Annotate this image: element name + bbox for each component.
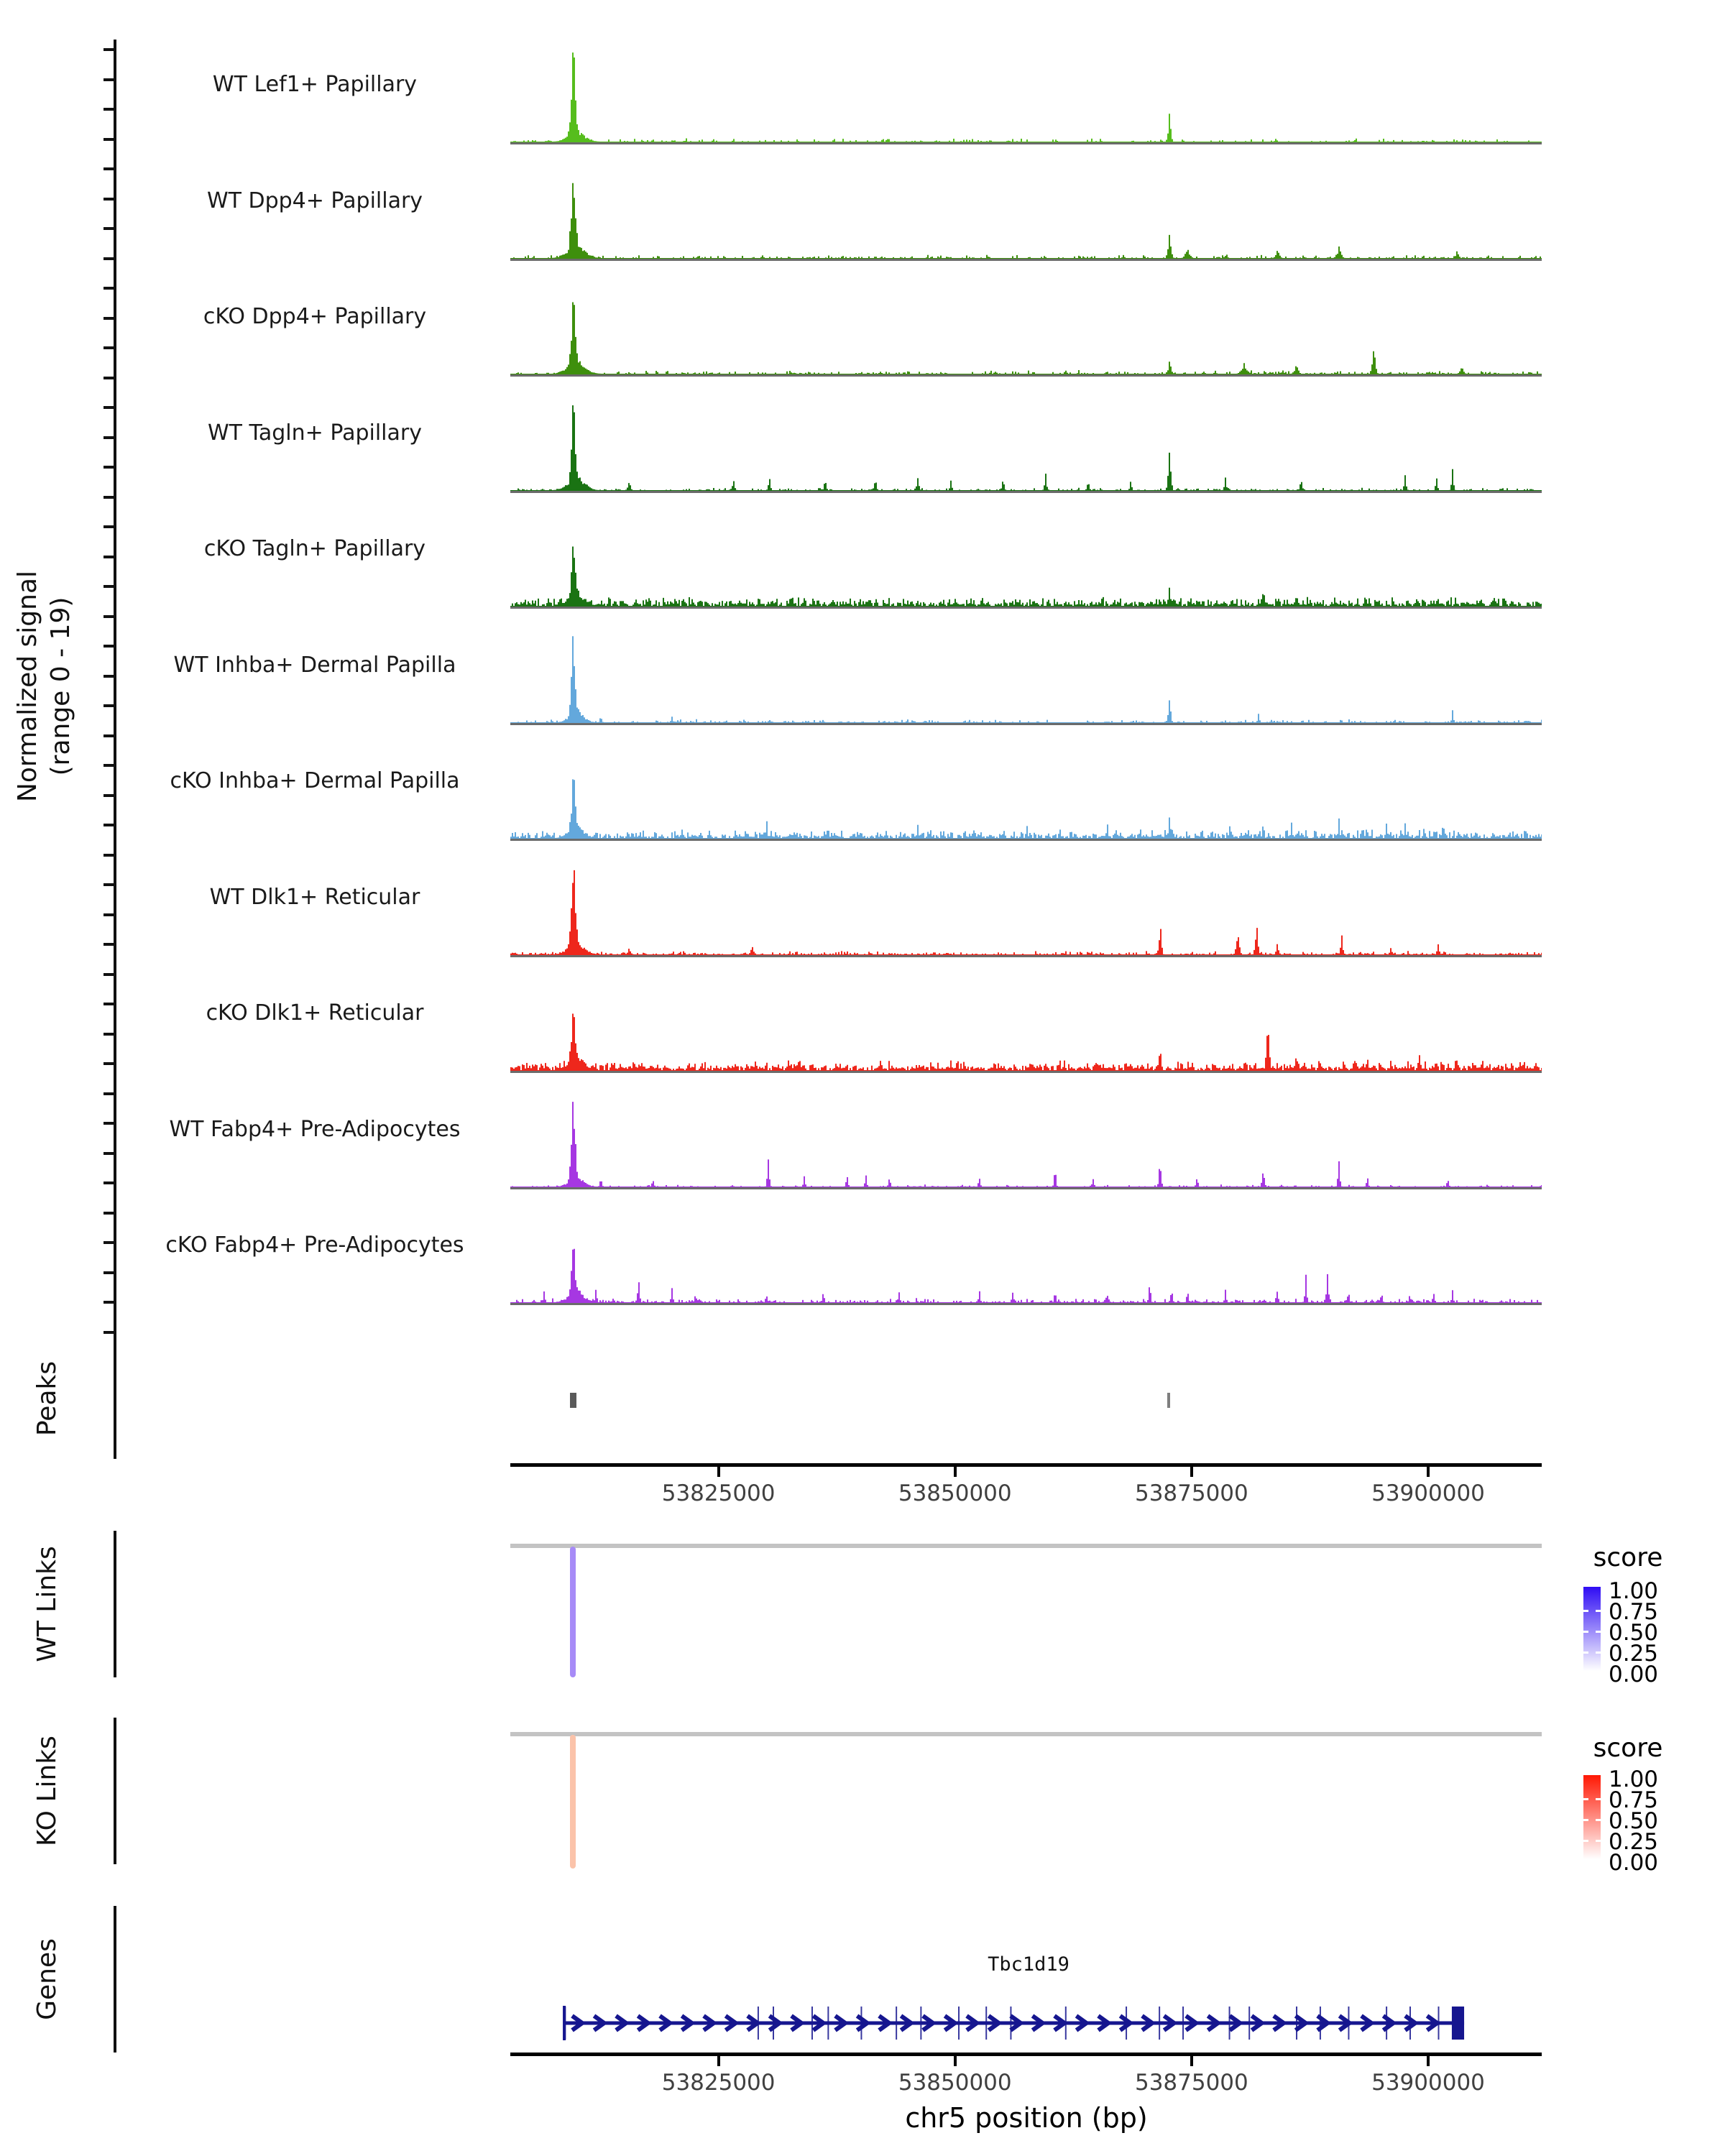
wt-links-section-title: WT Links bbox=[32, 1546, 62, 1662]
track-signal bbox=[510, 494, 1542, 608]
coverage-axis-line bbox=[114, 40, 116, 1353]
coverage-axis-tick bbox=[104, 645, 114, 648]
axis-tick-label: 53900000 bbox=[1371, 1480, 1485, 1506]
gene-name-label: Tbc1d19 bbox=[988, 1953, 1070, 1976]
track-baseline bbox=[510, 723, 1542, 725]
axis-tick-label: 53850000 bbox=[898, 2070, 1012, 2096]
peaks-section-title: Peaks bbox=[32, 1360, 62, 1437]
score-legend-value: 1.00 bbox=[1609, 1578, 1659, 1604]
score-legend-value: 0.00 bbox=[1609, 1850, 1659, 1876]
track-signal bbox=[510, 727, 1542, 840]
track-signal bbox=[510, 611, 1542, 724]
track-label: WT Fabp4+ Pre-Adipocytes bbox=[169, 1116, 461, 1142]
ko-links-baseline bbox=[510, 1732, 1542, 1736]
axis-tick-label: 53875000 bbox=[1134, 2070, 1248, 2096]
track-signal bbox=[510, 30, 1542, 144]
score-legend-tick bbox=[1583, 1840, 1588, 1842]
wt-score-legend-gradient bbox=[1583, 1587, 1601, 1671]
track-baseline bbox=[510, 491, 1542, 493]
coverage-axis-tick bbox=[104, 1092, 114, 1095]
axis-tick-label: 53875000 bbox=[1134, 1480, 1248, 1506]
gene-model bbox=[510, 1984, 1542, 2063]
x-axis-title: chr5 position (bp) bbox=[905, 2102, 1148, 2134]
peak-interval bbox=[570, 1393, 576, 1408]
coverage-axis-tick bbox=[104, 1152, 114, 1155]
axis-line bbox=[510, 1463, 1542, 1467]
track-label: cKO Fabp4+ Pre-Adipocytes bbox=[165, 1233, 464, 1258]
track-label: WT Dpp4+ Papillary bbox=[206, 188, 423, 213]
track-baseline bbox=[510, 1303, 1542, 1305]
track-label: WT Dlk1+ Reticular bbox=[209, 884, 420, 910]
coverage-axis-tick bbox=[104, 615, 114, 618]
track-signal bbox=[510, 843, 1542, 957]
coverage-axis-tick bbox=[104, 1181, 114, 1184]
genes-section-title: Genes bbox=[32, 1938, 62, 2020]
coverage-axis-tick bbox=[104, 406, 114, 409]
track-baseline bbox=[510, 1071, 1542, 1073]
coverage-axis-tick bbox=[104, 466, 114, 469]
coverage-axis-tick bbox=[104, 734, 114, 737]
ko-score-legend-gradient bbox=[1583, 1775, 1601, 1859]
ko-link-line bbox=[570, 1735, 576, 1869]
track-label: WT Tagln+ Papillary bbox=[208, 420, 422, 446]
track-baseline bbox=[510, 839, 1542, 841]
score-legend-value: 0.50 bbox=[1609, 1620, 1659, 1646]
axis-tick-label: 53825000 bbox=[661, 2070, 776, 2096]
genes-bracket bbox=[114, 1906, 116, 2053]
coverage-axis-tick bbox=[104, 525, 114, 528]
track-signal bbox=[510, 1191, 1542, 1304]
axis-tick-label: 53850000 bbox=[898, 1480, 1012, 1506]
track-label: cKO Dpp4+ Papillary bbox=[203, 304, 427, 329]
coverage-axis-tick bbox=[104, 138, 114, 141]
peaks-bracket bbox=[114, 1338, 116, 1459]
axis-tick-mark bbox=[954, 2056, 957, 2066]
score-legend-tick bbox=[1583, 1651, 1588, 1654]
wt-link-line bbox=[570, 1547, 576, 1677]
score-legend-value: 0.50 bbox=[1609, 1808, 1659, 1834]
coverage-axis-tick bbox=[104, 913, 114, 916]
coverage-axis-tick bbox=[104, 227, 114, 230]
axis-tick-mark bbox=[1190, 2056, 1193, 2066]
wt-links-bracket bbox=[114, 1531, 116, 1677]
peak-interval bbox=[1167, 1393, 1170, 1408]
axis-tick-label: 53900000 bbox=[1371, 2070, 1485, 2096]
score-legend-tick bbox=[1596, 1610, 1601, 1612]
score-legend-tick bbox=[1583, 1798, 1588, 1800]
coverage-axis-tick bbox=[104, 1062, 114, 1065]
axis-tick-mark bbox=[1427, 1467, 1430, 1477]
axis-tick-label: 53825000 bbox=[661, 1480, 776, 1506]
track-label: WT Inhba+ Dermal Papilla bbox=[173, 652, 456, 678]
ko-links-section-title: KO Links bbox=[32, 1736, 62, 1846]
coverage-axis-tick bbox=[104, 167, 114, 170]
track-signal bbox=[510, 147, 1542, 260]
score-legend-value: 1.00 bbox=[1609, 1766, 1659, 1792]
track-label: WT Lef1+ Papillary bbox=[212, 72, 418, 97]
score-legend-value: 0.00 bbox=[1609, 1662, 1659, 1687]
y-axis-title bbox=[12, 571, 78, 802]
coverage-axis-tick bbox=[104, 824, 114, 826]
coverage-axis-tick bbox=[104, 1033, 114, 1036]
y-axis-title-line2: (range 0 - 19) bbox=[46, 596, 75, 776]
ko-links-bracket bbox=[114, 1718, 116, 1864]
coverage-axis-tick bbox=[104, 704, 114, 707]
axis-tick-mark bbox=[1190, 1467, 1193, 1477]
y-axis-title-line1: Normalized signal bbox=[13, 570, 42, 803]
coverage-axis-tick bbox=[104, 943, 114, 946]
track-label: cKO Tagln+ Papillary bbox=[203, 536, 426, 561]
track-label: cKO Dlk1+ Reticular bbox=[206, 1000, 424, 1026]
coverage-axis-tick bbox=[104, 287, 114, 290]
track-signal bbox=[510, 379, 1542, 492]
gene-end-exon-block bbox=[1452, 2007, 1464, 2040]
track-baseline bbox=[510, 374, 1542, 377]
score-legend-value: 0.75 bbox=[1609, 1599, 1659, 1625]
score-legend-tick bbox=[1583, 1631, 1588, 1633]
coverage-axis-tick bbox=[104, 108, 114, 111]
track-baseline bbox=[510, 955, 1542, 957]
axis-tick-mark bbox=[954, 1467, 957, 1477]
track-signal bbox=[510, 262, 1542, 376]
coverage-axis-tick bbox=[104, 585, 114, 588]
coverage-axis-tick bbox=[104, 48, 114, 51]
coverage-axis-tick bbox=[104, 854, 114, 857]
coverage-axis-tick bbox=[104, 973, 114, 976]
track-label: cKO Inhba+ Dermal Papilla bbox=[170, 768, 460, 793]
axis-tick-mark bbox=[717, 2056, 720, 2066]
coverage-axis-tick bbox=[104, 1212, 114, 1215]
wt-score-legend-title: score bbox=[1593, 1543, 1663, 1572]
score-legend-tick bbox=[1596, 1798, 1601, 1800]
score-legend-tick bbox=[1583, 1610, 1588, 1612]
coverage-axis-tick bbox=[104, 346, 114, 349]
score-legend-value: 0.25 bbox=[1609, 1829, 1659, 1855]
axis-line bbox=[510, 2053, 1542, 2056]
wt-links-baseline bbox=[510, 1544, 1542, 1548]
coverage-axis-tick bbox=[104, 257, 114, 260]
score-legend-tick bbox=[1596, 1651, 1601, 1654]
track-baseline bbox=[510, 1187, 1542, 1189]
track-signal bbox=[510, 959, 1542, 1072]
coverage-axis-tick bbox=[104, 1271, 114, 1274]
track-baseline bbox=[510, 607, 1542, 609]
track-baseline bbox=[510, 142, 1542, 144]
ko-score-legend-title: score bbox=[1593, 1733, 1663, 1763]
score-legend-tick bbox=[1596, 1840, 1601, 1842]
axis-tick-mark bbox=[1427, 2056, 1430, 2066]
score-legend-value: 0.75 bbox=[1609, 1787, 1659, 1813]
coverage-axis-tick bbox=[104, 377, 114, 379]
score-legend-tick bbox=[1596, 1819, 1601, 1821]
score-legend-tick bbox=[1596, 1631, 1601, 1633]
coverage-axis-tick bbox=[104, 1331, 114, 1334]
axis-tick-mark bbox=[717, 1467, 720, 1477]
track-baseline bbox=[510, 259, 1542, 261]
track-signal bbox=[510, 1075, 1542, 1189]
score-legend-tick bbox=[1583, 1819, 1588, 1821]
coverage-axis-tick bbox=[104, 496, 114, 499]
coverage-axis-tick bbox=[104, 1301, 114, 1304]
score-legend-value: 0.25 bbox=[1609, 1641, 1659, 1667]
